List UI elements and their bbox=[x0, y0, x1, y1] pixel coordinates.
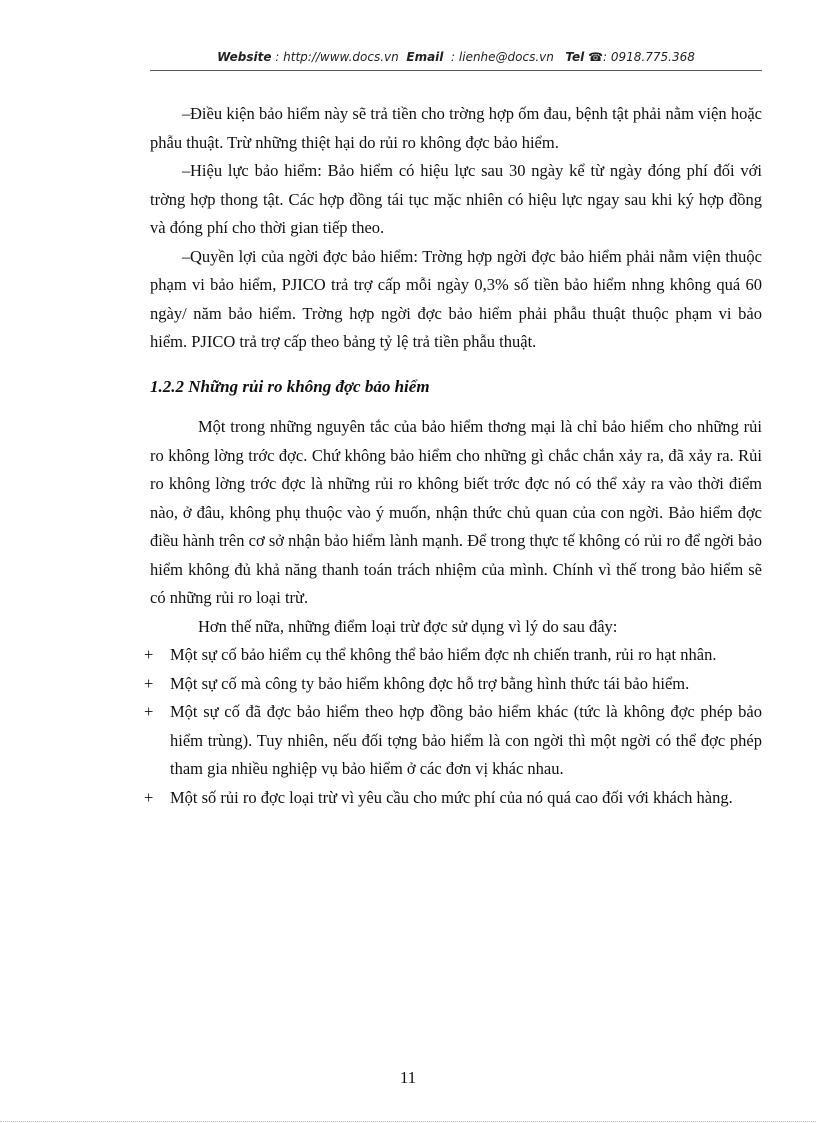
dash-list-item bbox=[150, 157, 762, 243]
dash-bullet: – bbox=[182, 161, 191, 180]
website-url[interactable]: : http://www.docs.vn bbox=[275, 50, 399, 64]
page-bottom-divider bbox=[0, 1121, 816, 1122]
page-number: 11 bbox=[399, 1068, 417, 1087]
plus-list-item bbox=[144, 670, 762, 699]
email-value[interactable]: : lienhe@docs.vn bbox=[451, 50, 554, 64]
plus-item-text: Một sự cố bảo hiểm cụ thể không thể bảo hiểm đợc nh chiến tranh, rủi ro hạt nhân. bbox=[170, 645, 717, 664]
dash-item-text: Điều kiện bảo hiểm này sẽ trả tiền cho trờng hợp ốm đau, bệnh tật phải nằm viện hoặc phẫu thuật. Trừ những thiệt hại do rủi ro không đợc bảo hiểm. bbox=[150, 104, 762, 152]
dash-item-text: Hiệu lực bảo hiểm: Bảo hiểm có hiệu lực sau 30 ngày kể từ ngày đóng phí đối với trờng hợp thong tật. Các hợp đồng tái tục mặc nhiên có hiệu lực ngay sau khi ký hợp đồng và đóng phí cho thời gian tiếp theo. bbox=[150, 161, 762, 237]
dash-item-text: Quyền lợi của ngời đợc bảo hiểm: Trờng hợp ngời đợc bảo hiểm phải nằm viện thuộc phạm vi bảo hiểm, PJICO trả trợ cấp mỗi ngày 0,3% số tiền bảo hiểm nhng không quá 60 ngày/ năm bảo hiểm. Trờng hợp ngời đợc bảo hiểm phải phẫu thuật thuộc phạm vi bảo hiểm. PJICO trả trợ cấp theo bảng tỷ lệ trả tiền phẫu thuật. bbox=[150, 246, 762, 351]
tel-label: Tel bbox=[565, 50, 585, 64]
header-divider bbox=[150, 70, 762, 71]
body-paragraph: Một trong những nguyên tắc của bảo hiểm thơng mại là chỉ bảo hiểm cho những rủi ro không lờng trớc đợc. Chứ không bảo hiểm cho những gì chắc chắn xảy ra, đã xảy ra. Rủi ro không lờng trớc đợc là những rủi ro không biết trớc đợc nó có thể xảy ra vào thời điểm nào, ở đâu, không phụ thuộc vào ý muốn, nhận thức chủ quan của con ngời. Bảo hiểm đợc điều hành trên cơ sở nhận bảo hiểm lành mạnh. Để trong thực tế không có rủi ro để ngời bảo hiểm không đủ khả năng thanh toán trách nhiệm của mình. Chính vì thế trong bảo hiểm sẽ có những rủi ro loại trừ. bbox=[150, 417, 762, 607]
dash-list-item bbox=[150, 243, 762, 357]
website-label: Website bbox=[217, 50, 272, 64]
plus-item-text: Một số rủi ro đợc loại trừ vì yêu cầu cho mức phí của nó quá cao đối với khách hàng. bbox=[170, 787, 733, 807]
plus-list-item bbox=[144, 641, 762, 670]
plus-bullet: + bbox=[144, 673, 154, 693]
plus-list-item bbox=[144, 784, 762, 813]
section-heading: 1.2.2 Những rủi ro không đợc bảo hiểm bbox=[150, 376, 430, 396]
email-label: Email bbox=[406, 50, 444, 64]
dash-bullet: – bbox=[182, 246, 191, 266]
plus-bullet: + bbox=[144, 702, 154, 721]
page-header bbox=[150, 50, 762, 64]
body-paragraph: Hơn thế nữa, những điểm loại trừ đợc sử dụng vì lý do sau đây: bbox=[198, 616, 618, 636]
plus-item-text: Một sự cố đã đợc bảo hiểm theo hợp đồng bảo hiểm khác (tức là không đợc phép bảo hiểm trùng). Tuy nhiên, nếu đối tợng bảo hiểm là con ngời thì một ngời có thể đợc phép tham gia nhiều nghiệp vụ bảo hiểm ở các đơn vị khác nhau. bbox=[170, 702, 762, 778]
plus-bullet: + bbox=[144, 645, 154, 664]
plus-list-item bbox=[144, 698, 762, 784]
page-content bbox=[144, 100, 762, 812]
plus-bullet: + bbox=[144, 787, 154, 807]
dash-list-item bbox=[150, 100, 762, 157]
plus-item-text: Một sự cố mà công ty bảo hiểm không đợc hỗ trợ bằng hình thức tái bảo hiểm. bbox=[170, 673, 690, 693]
dash-bullet: – bbox=[182, 104, 191, 123]
phone-icon: ☎ bbox=[588, 50, 604, 64]
tel-value: : 0918.775.368 bbox=[603, 50, 695, 64]
